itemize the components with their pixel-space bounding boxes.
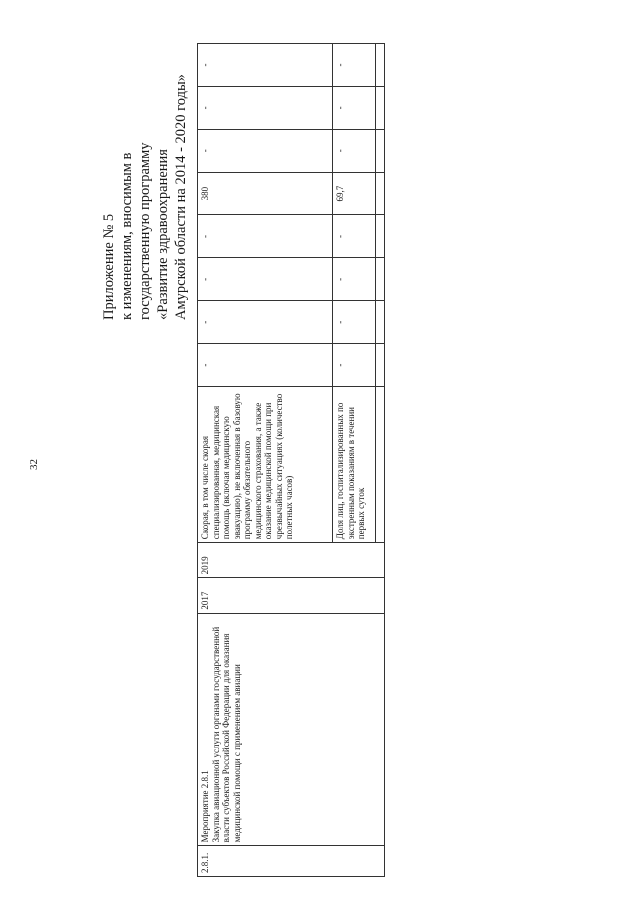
- indicator-value-cell: -: [333, 344, 376, 387]
- indicator-value-cell: -: [198, 301, 333, 344]
- empty-cell: [376, 258, 385, 301]
- indicator-value-cell: -: [333, 215, 376, 258]
- indicator-value-cell: -: [198, 86, 333, 129]
- program-table: [197, 43, 385, 877]
- appendix-line: государственную программу: [137, 142, 153, 320]
- indicator-value-cell: -: [198, 129, 333, 172]
- appendix-line: «Развитие здравоохранения: [155, 149, 171, 320]
- indicator-value-cell: -: [333, 129, 376, 172]
- empty-cell: [376, 301, 385, 344]
- appendix-title: Приложение № 5: [101, 213, 117, 320]
- year-start-cell: 2017: [198, 578, 385, 613]
- indicator-name-cell: Доля лиц, госпитализированных по экстренным показаниям в течении первых суток: [333, 387, 376, 543]
- measure-cell: Мероприятие 2.8.1 Закупка авиационной услуги органами государственной власти субъектов Российской Федерации для оказания медицинской помощи с применением авиации: [198, 613, 385, 846]
- indicator-name-cell: Скорая, в том числе скорая специализированная, медицинская помощь (включая медицинскую эвакуацию), не включенная в базовую программу обязательного медицинского страхования, а также оказание медицинской помощи при чрезвычайных ситуациях (количество полетных часов): [198, 387, 333, 543]
- empty-cell: [376, 215, 385, 258]
- empty-cell: [376, 344, 385, 387]
- page-number: 32: [28, 459, 40, 470]
- indicator-value-cell: 380: [198, 172, 333, 215]
- indicator-value-cell: -: [198, 215, 333, 258]
- year-end-cell: 2019: [198, 543, 385, 578]
- indicator-value-cell: -: [198, 44, 333, 87]
- indicator-value-cell: -: [333, 258, 376, 301]
- indicator-value-cell: -: [198, 258, 333, 301]
- indicator-value-cell: -: [333, 301, 376, 344]
- empty-cell: [376, 387, 385, 543]
- appendix-line: к изменениям, вносимым в: [119, 152, 135, 320]
- appendix-header: [100, 20, 190, 320]
- indicator-value-cell: 69,7: [333, 172, 376, 215]
- indicator-value-cell: -: [333, 86, 376, 129]
- empty-cell: [376, 129, 385, 172]
- table-row: [198, 44, 333, 877]
- empty-cell: [376, 44, 385, 87]
- appendix-line: Амурской области на 2014 - 2020 годы»: [173, 74, 189, 320]
- row-number-cell: 2.8.1.: [198, 846, 385, 877]
- empty-cell: [376, 172, 385, 215]
- indicator-value-cell: -: [198, 344, 333, 387]
- empty-cell: [376, 86, 385, 129]
- indicator-value-cell: -: [333, 44, 376, 87]
